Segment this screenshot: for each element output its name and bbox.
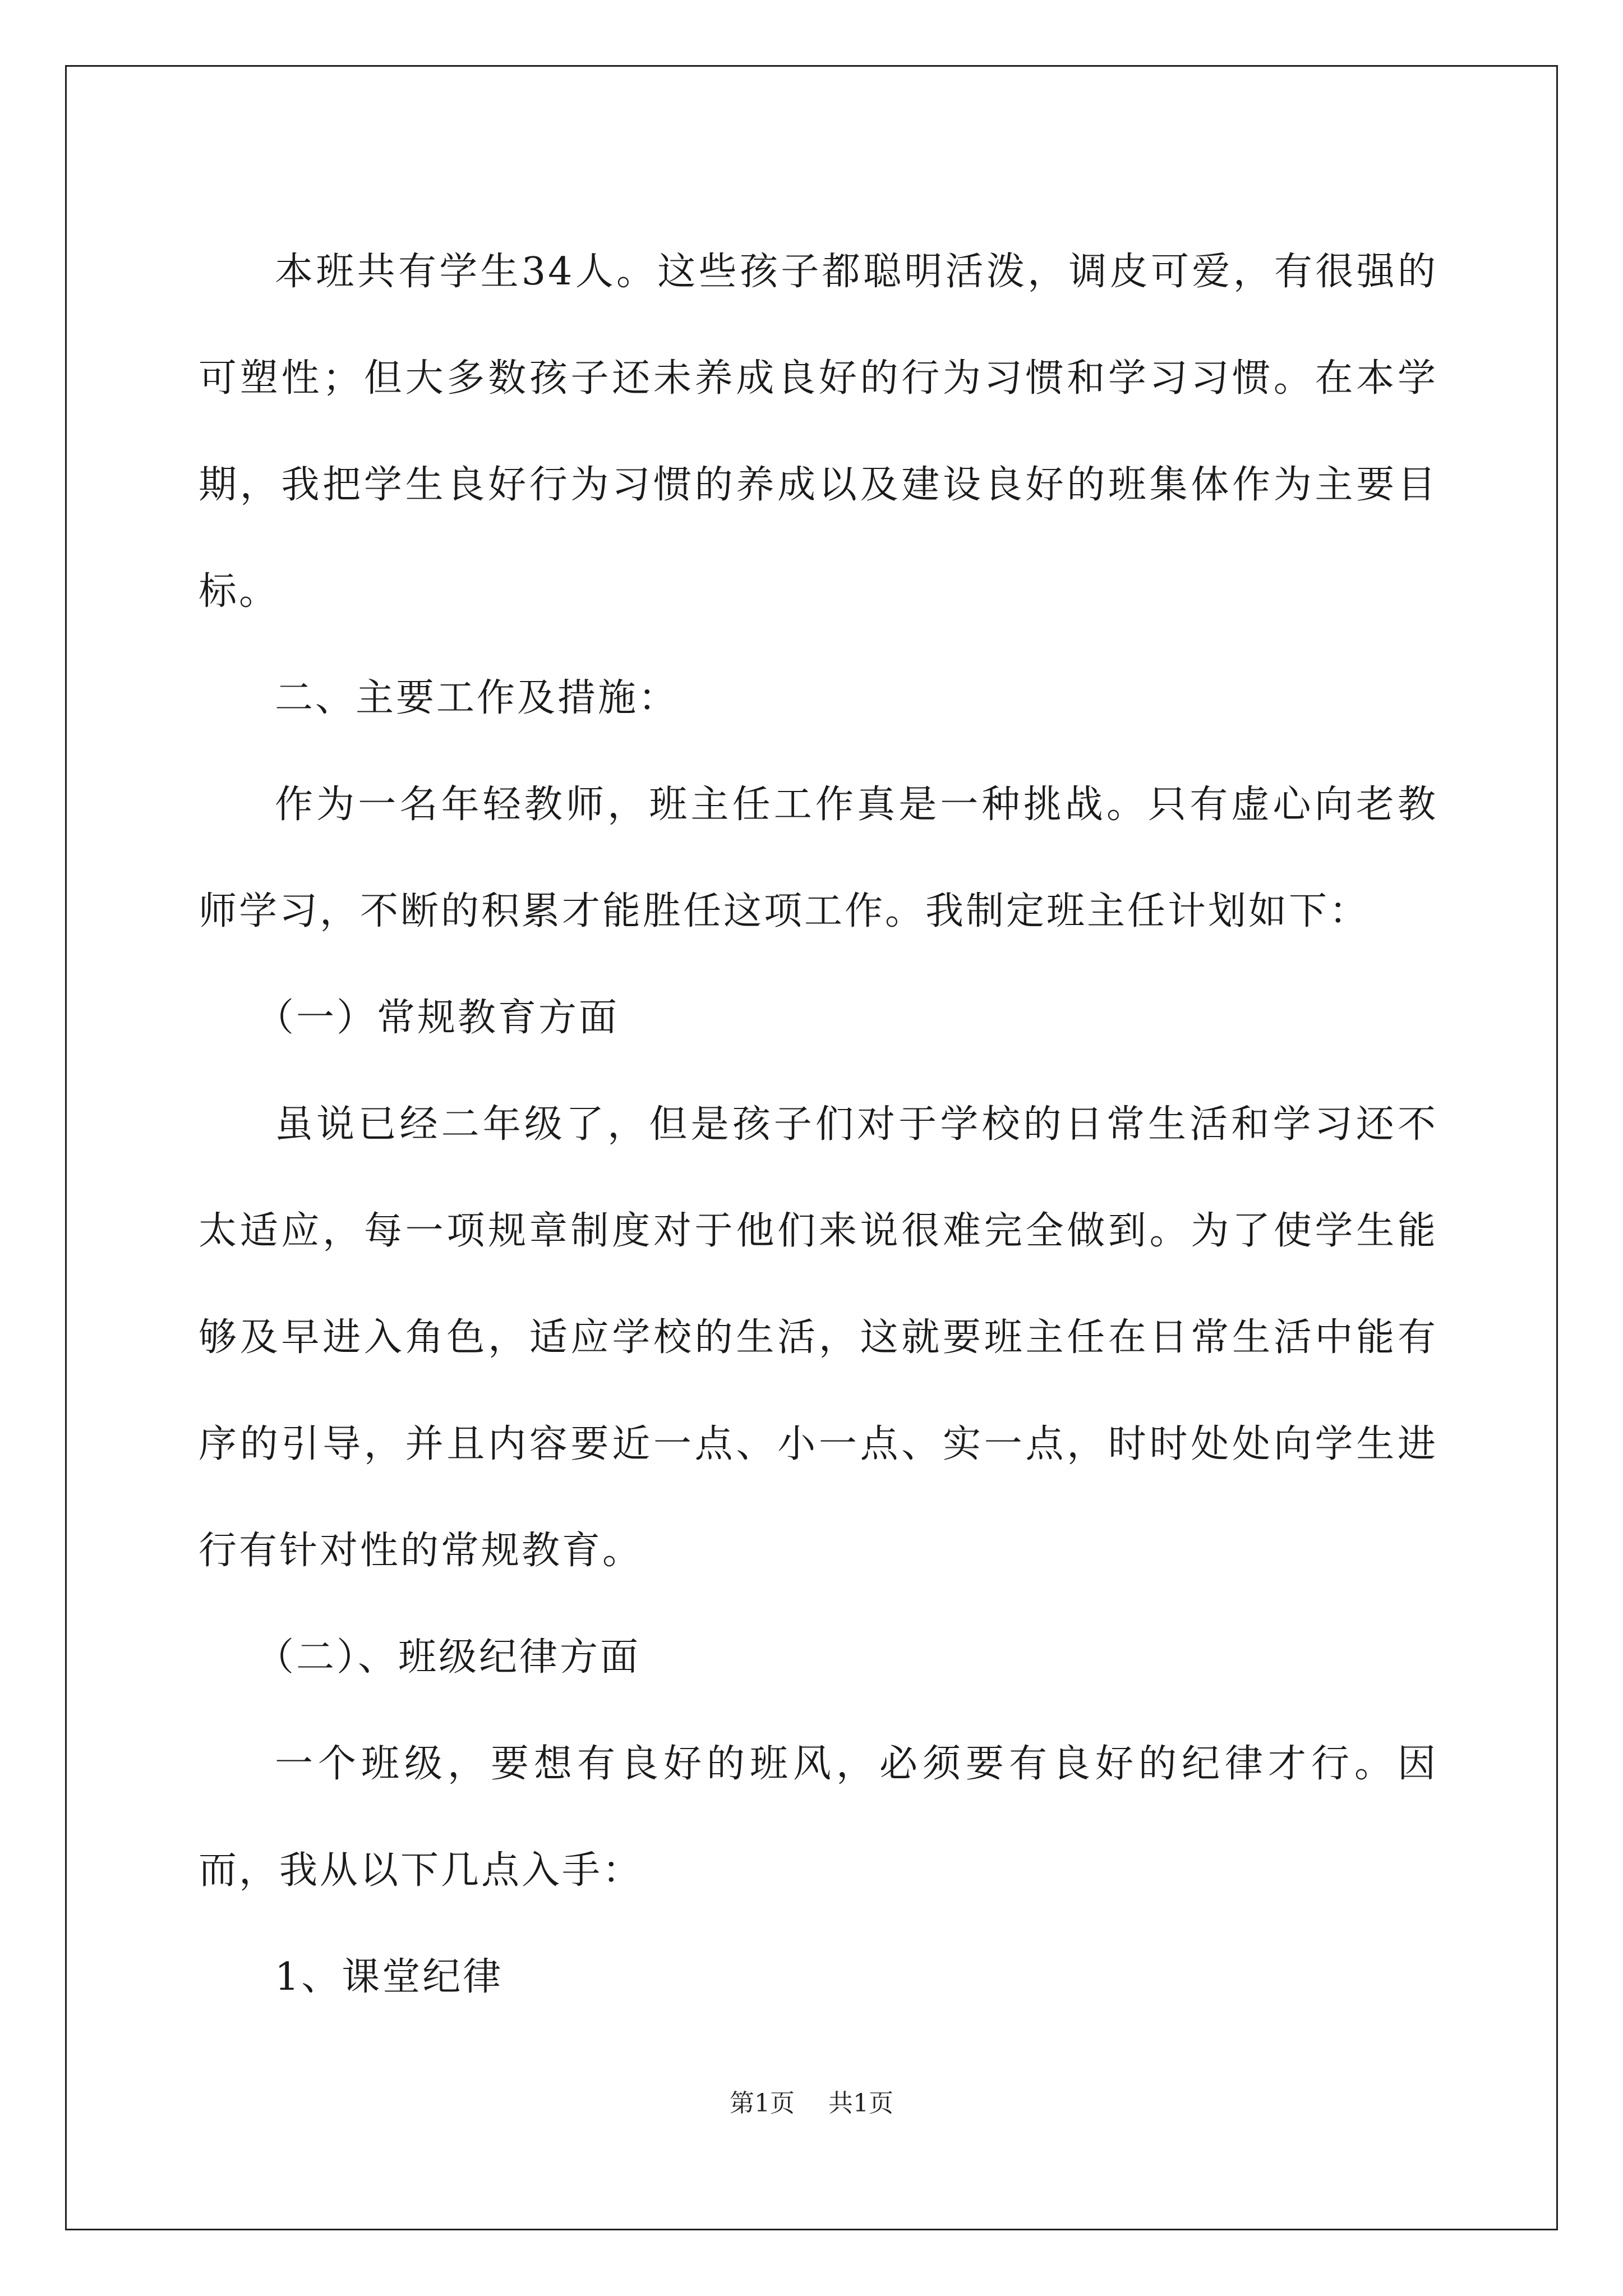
subheading-class-discipline: （二）、班级纪律方面 [256, 1635, 641, 1680]
list-item-classroom-discipline: 1、课堂纪律 [275, 1955, 504, 1999]
page-footer [0, 2087, 1623, 2120]
subheading-routine-education: （一）常规教育方面 [256, 996, 620, 1040]
paragraph-routine-education: 虽说已经二年级了，但是孩子们对于学校的日常生活和学习还不太适应，每一项规章制度对于他们来说很难完全做到。为了使学生能够及早进入角色，适应学校的生活，这就要班主任在日常生活中能有序的引导，并且内容要近一点、小一点、实一点，时时处处向学生进行有针对性的常规教育。 [199, 1102, 1438, 1573]
paragraph-class-discipline: 一个班级，要想有良好的班风，必须要有良好的纪律才行。因而，我从以下几点入手： [199, 1742, 1438, 1893]
paragraph-young-teacher: 作为一名年轻教师，班主任工作真是一种挑战。只有虚心向老教师学习，不断的积累才能胜任这项工作。我制定班主任计划如下： [199, 783, 1438, 933]
page-number: 第1页 [730, 2089, 795, 2118]
page-total: 共1页 [828, 2089, 893, 2118]
document-body [199, 219, 1438, 2031]
paragraph-class-overview: 本班共有学生34人。这些孩子都聪明活泼，调皮可爱，有很强的可塑性；但大多数孩子还未养成良好的行为习惯和学习习惯。在本学期，我把学生良好行为习惯的养成以及建设良好的班集体作为主要目标。 [199, 250, 1438, 614]
section-heading-main-work: 二、主要工作及措施： [275, 676, 679, 720]
